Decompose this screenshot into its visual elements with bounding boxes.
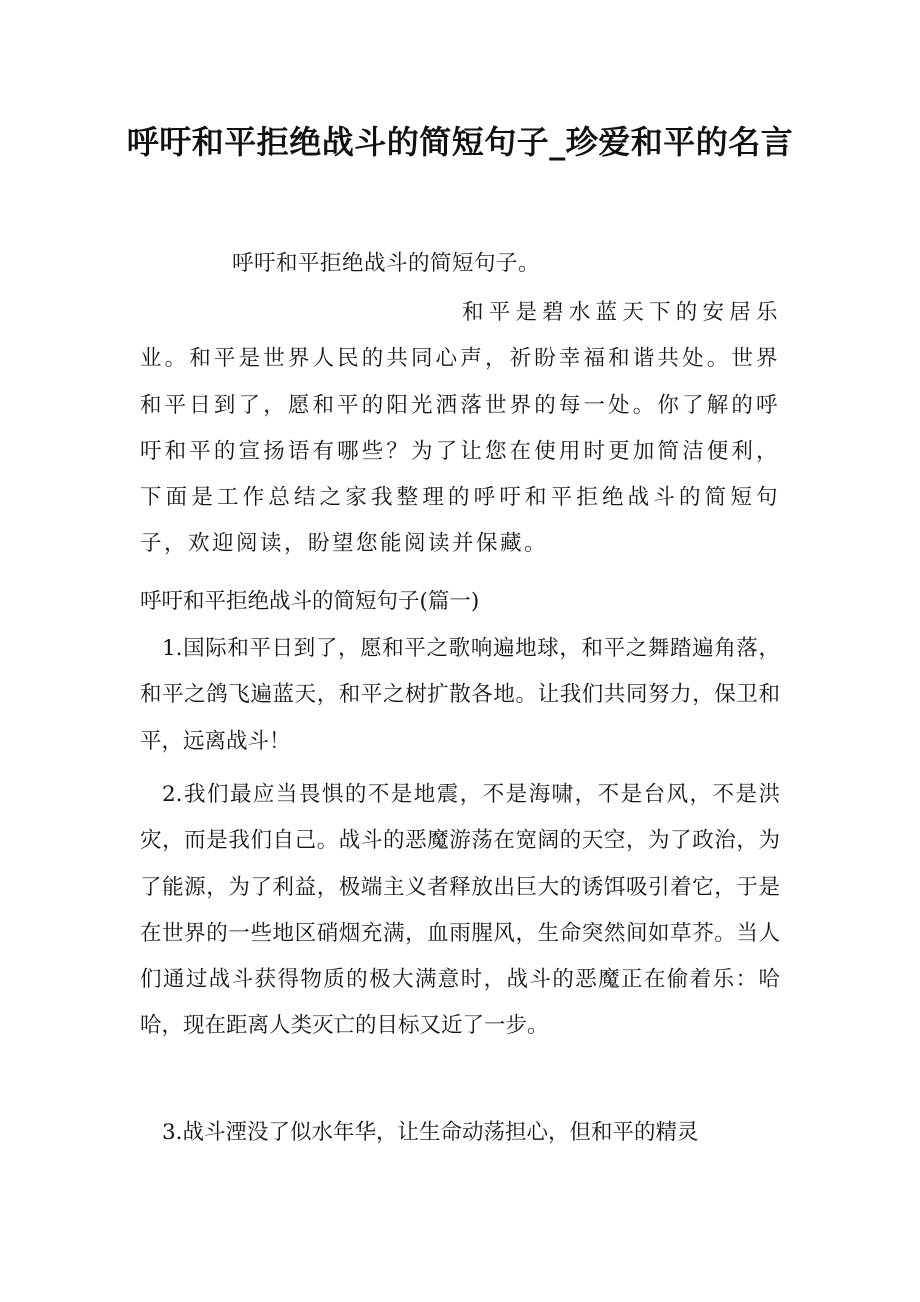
section-heading: 呼吁和平拒绝战斗的简短句子(篇一) <box>140 589 480 614</box>
document-title: 呼吁和平拒绝战斗的简短句子_珍爱和平的名言 <box>126 123 794 161</box>
intro-paragraph: 和平是碧水蓝天下的安居乐业。和平是世界人民的共同心声，祈盼幸福和谐共处。世界和平日到了，愿和平的阳光洒落世界的每一处。你了解的呼吁和平的宣扬语有哪些？为了让您在使用时更加简洁便利，下面是工作总结之家我整理的呼吁和平拒绝战斗的简短句子，欢迎阅读，盼望您能阅读并保藏。 <box>140 300 780 557</box>
list-item: 2.我们最应当畏惧的不是地震，不是海啸，不是台风，不是洪灾，而是我们自己。战斗的恶魔游荡在宽阔的天空，为了政治，为了能源，为了利益，极端主义者释放出巨大的诱饵吸引着它，于是在世界的一些地区硝烟充满，血雨腥风，生命突然间如草芥。当人们通过战斗获得物质的极大满意时，战斗的恶魔正在偷着乐：哈哈，现在距离人类灭亡的目标又近了一步。 <box>140 782 780 1039</box>
list-item: 1.国际和平日到了，愿和平之歌响遍地球，和平之舞踏遍角落，和平之鸽飞遍蓝天，和平之树扩散各地。让我们共同努力，保卫和平，远离战斗！ <box>140 636 780 754</box>
document-subtitle: 呼吁和平拒绝战斗的简短句子。 <box>232 251 541 276</box>
list-item: 3.战斗湮没了似水年华，让生命动荡担心，但和平的精灵 <box>162 1120 699 1145</box>
